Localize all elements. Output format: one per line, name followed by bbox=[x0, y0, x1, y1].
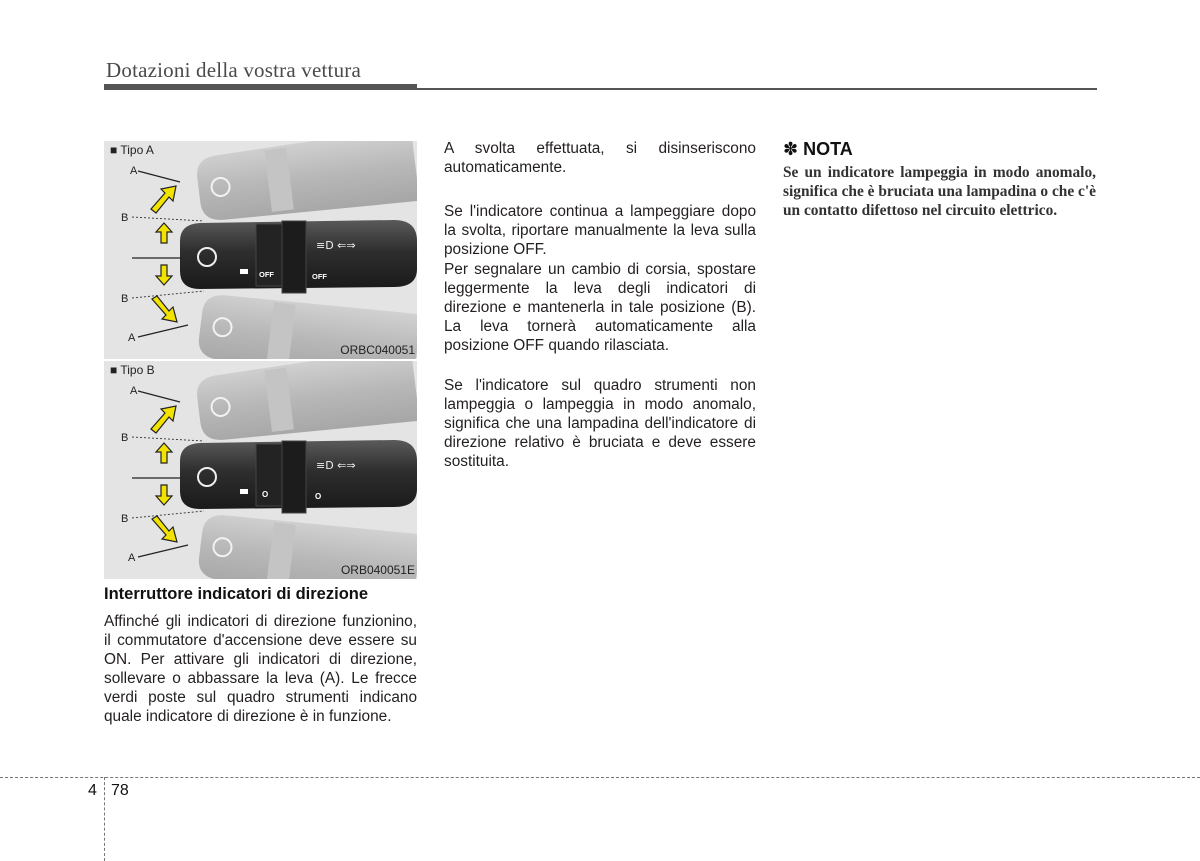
lever-up-position bbox=[194, 141, 417, 227]
svg-text:B: B bbox=[121, 432, 129, 444]
page-number: 78 bbox=[111, 782, 129, 799]
mark-b-down: B bbox=[121, 293, 129, 305]
lever-neutral-position bbox=[180, 220, 417, 293]
footer-rule bbox=[0, 777, 1200, 778]
svg-text:O: O bbox=[262, 490, 269, 499]
arrow-down-icon bbox=[156, 265, 172, 285]
column2-paragraph-3: Per segnalare un cambio di corsia, spostare leggermente la leva degli indicatori di direzione e mantenerla in tale posizione (B). La leva tornerà automaticamente alla posizione OFF quando rilasciata. bbox=[444, 261, 756, 354]
figure-label-type-b: ■ Tipo B bbox=[110, 363, 155, 377]
figure-label-type-a: ■ Tipo A bbox=[110, 143, 154, 157]
column2-paragraph-2: Se l'indicatore continua a lampeggiare dopo la svolta, riportare manualmente la leva sulla posizione OFF. bbox=[444, 203, 756, 258]
column2-paragraph-1: A svolta effettuata, si disinseriscono automaticamente. bbox=[444, 140, 756, 176]
mark-b-up: B bbox=[121, 212, 129, 224]
figure-code-type-a: ORBC040051 bbox=[340, 343, 415, 357]
svg-text:OFF: OFF bbox=[259, 270, 274, 279]
turn-signal-lever-diagram-a bbox=[104, 141, 417, 359]
note-text: Se un indicatore lampeggia in modo anomalo, significa che è bruciata una lampadina o che c'è un contatto difettoso nel circuito elettrico. bbox=[783, 164, 1096, 219]
svg-text:≡D ⇐⇒: ≡D ⇐⇒ bbox=[316, 459, 356, 472]
arrow-up-icon bbox=[156, 223, 172, 243]
mark-a-up: A bbox=[130, 165, 138, 177]
footer-margin-rule bbox=[104, 777, 105, 861]
header-rule-thick bbox=[104, 84, 417, 90]
page-header-title: Dotazioni della vostra vettura bbox=[106, 58, 361, 82]
section-heading: Interruttore indicatori di direzione bbox=[104, 585, 369, 603]
mark-a-down: A bbox=[128, 332, 136, 344]
arrow-up-curved-icon bbox=[151, 186, 176, 213]
chapter-number: 4 bbox=[88, 782, 97, 799]
figure-type-a bbox=[104, 141, 417, 359]
svg-text:O: O bbox=[315, 492, 322, 501]
figure-type-b bbox=[104, 361, 417, 579]
turn-signal-lever-diagram-b bbox=[104, 361, 417, 579]
svg-text:A: A bbox=[128, 552, 136, 564]
svg-text:B: B bbox=[121, 513, 129, 525]
svg-text:OFF: OFF bbox=[312, 272, 327, 281]
note-title: ✽ NOTA bbox=[783, 139, 853, 159]
figure-code-type-b: ORB040051E bbox=[340, 563, 415, 577]
svg-text:A: A bbox=[130, 385, 138, 397]
column1-paragraph: Affinché gli indicatori di direzione funzionino, il commutatore d'accensione deve essere su ON. Per attivare gli indicatori di direzione, sollevare o abbassare la leva (A). Le frecce verdi poste sul quadro strumenti indicano quale indicatore di direzione è in funzione. bbox=[104, 613, 417, 725]
arrow-down-curved-icon bbox=[152, 296, 177, 322]
column2-paragraph-4: Se l'indicatore sul quadro strumenti non lampeggia o lampeggia in modo anomalo, significa che una lampadina dell'indicatore di direzione relativo è bruciata e deve essere sostituita. bbox=[444, 377, 756, 470]
header-rule-thin bbox=[417, 88, 1097, 90]
svg-text:≡D ⇐⇒: ≡D ⇐⇒ bbox=[316, 239, 356, 252]
